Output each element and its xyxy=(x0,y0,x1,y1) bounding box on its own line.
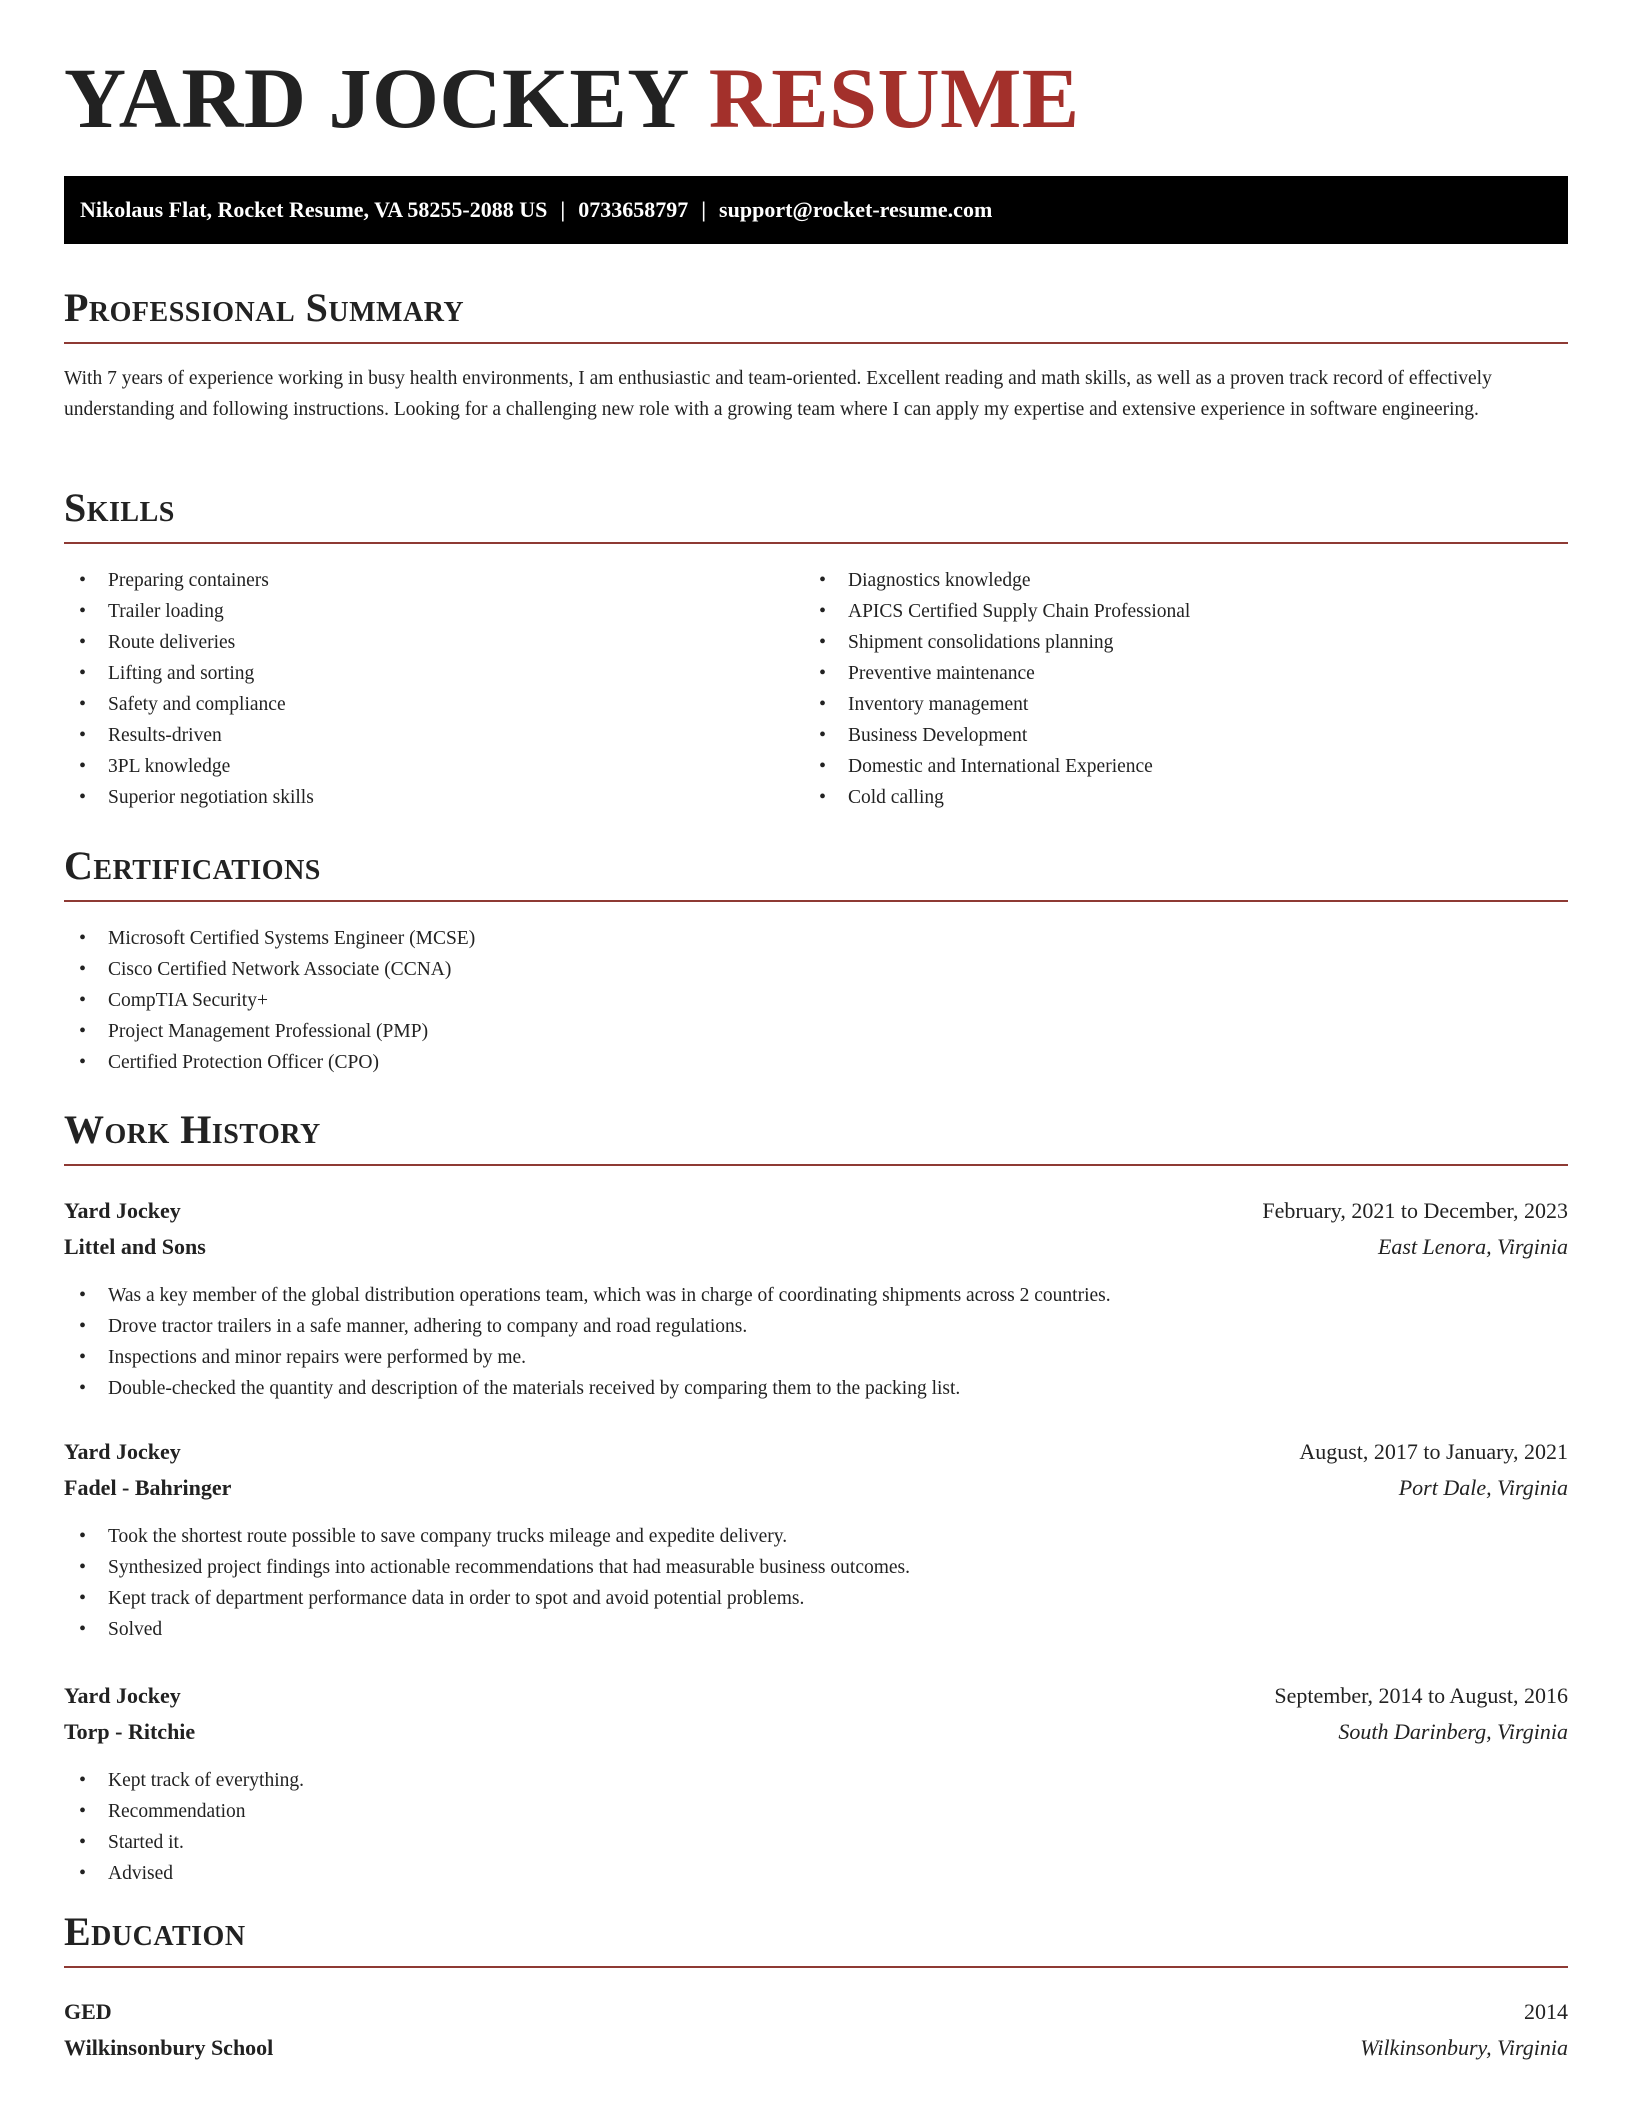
skill-item: • Superior negotiation skills xyxy=(64,782,784,813)
job-bullet: • Drove tractor trailers in a safe manner, adhering to company and road regulations. xyxy=(64,1311,1568,1342)
work-history-heading: Work History xyxy=(64,1110,1568,1166)
education-year: 2014 xyxy=(1524,1999,1568,2024)
job-location: South Darinberg, Virginia xyxy=(1338,1719,1568,1744)
skills-heading: Skills xyxy=(64,488,1568,544)
skill-item: • Diagnostics knowledge xyxy=(804,565,1564,596)
job-location: East Lenora, Virginia xyxy=(1377,1234,1568,1259)
job-title: Yard Jockey xyxy=(64,1439,181,1464)
skills-list-left xyxy=(64,565,784,813)
certification-item: • Project Management Professional (PMP) xyxy=(64,1016,1568,1047)
job-bullets xyxy=(64,1280,1568,1404)
skill-item: • APICS Certified Supply Chain Professional xyxy=(804,596,1564,627)
job-title-row xyxy=(64,1678,1568,1714)
skills-list-right xyxy=(804,565,1564,813)
certification-item: • Certified Protection Officer (CPO) xyxy=(64,1047,1568,1078)
contact-separator: | xyxy=(560,197,566,222)
job-company-row xyxy=(64,1470,1568,1506)
job-company: Littel and Sons xyxy=(64,1234,206,1259)
job-title-row xyxy=(64,1434,1568,1470)
job-title-row xyxy=(64,1193,1568,1229)
skill-item: • Preparing containers xyxy=(64,565,784,596)
education-heading: Education xyxy=(64,1912,1568,1968)
skill-item: • Route deliveries xyxy=(64,627,784,658)
skill-item: • Results-driven xyxy=(64,720,784,751)
certification-item: • Cisco Certified Network Associate (CCNA) xyxy=(64,954,1568,985)
job-bullet: • Took the shortest route possible to save company trucks mileage and expedite delivery. xyxy=(64,1521,1568,1552)
job-dates: February, 2021 to December, 2023 xyxy=(1262,1198,1568,1223)
skill-item: • Trailer loading xyxy=(64,596,784,627)
job-company: Torp - Ritchie xyxy=(64,1719,196,1744)
skill-item: • Lifting and sorting xyxy=(64,658,784,689)
job-bullet: • Advised xyxy=(64,1858,1568,1889)
job-dates: August, 2017 to January, 2021 xyxy=(1299,1439,1568,1464)
skill-item: • Business Development xyxy=(804,720,1564,751)
skill-item: • Inventory management xyxy=(804,689,1564,720)
job-company-row xyxy=(64,1229,1568,1265)
summary-heading: Professional Summary xyxy=(64,288,1568,344)
contact-email: support@rocket-resume.com xyxy=(719,197,993,222)
education-degree-row xyxy=(64,1994,1568,2030)
education-location: Wilkinsonbury, Virginia xyxy=(1360,2035,1568,2060)
skill-item: • Domestic and International Experience xyxy=(804,751,1564,782)
summary-text: With 7 years of experience working in busy health environments, I am enthusiastic and team-oriented. Excellent reading and math skills, as well as a proven track record of effectively understanding and following instructions. Looking for a challenging new role with a growing team where I can apply my expertise and extensive experience in software engineering. xyxy=(64,368,1492,420)
job-bullet: • Started it. xyxy=(64,1827,1568,1858)
certification-item: • Microsoft Certified Systems Engineer (MCSE) xyxy=(64,923,1568,954)
job-bullet: • Double-checked the quantity and description of the materials received by comparing them to the packing list. xyxy=(64,1373,1568,1404)
job-bullet: • Synthesized project findings into actionable recommendations that had measurable business outcomes. xyxy=(64,1552,1568,1583)
job-bullet: • Kept track of everything. xyxy=(64,1765,1568,1796)
job-dates: September, 2014 to August, 2016 xyxy=(1274,1683,1568,1708)
title-main: YARD JOCKEY xyxy=(64,50,687,146)
education-school: Wilkinsonbury School xyxy=(64,2035,274,2060)
resume-title xyxy=(64,50,1080,146)
job-bullets xyxy=(64,1521,1568,1645)
skill-item: • Shipment consolidations planning xyxy=(804,627,1564,658)
job-bullet: • Was a key member of the global distribution operations team, which was in charge of coordinating shipments across 2 countries. xyxy=(64,1280,1568,1311)
job-bullet: • Solved xyxy=(64,1614,1568,1645)
certification-item: • CompTIA Security+ xyxy=(64,985,1568,1016)
job-title: Yard Jockey xyxy=(64,1683,181,1708)
education-school-row xyxy=(64,2030,1568,2066)
job-company-row xyxy=(64,1714,1568,1750)
certifications-list xyxy=(64,923,1568,1078)
education-degree: GED xyxy=(64,1999,112,2024)
job-bullets xyxy=(64,1765,1568,1889)
contact-address: Nikolaus Flat, Rocket Resume, VA 58255-2088 US xyxy=(80,197,548,222)
skill-item: • Preventive maintenance xyxy=(804,658,1564,689)
job-location: Port Dale, Virginia xyxy=(1398,1475,1568,1500)
title-accent: RESUME xyxy=(708,50,1080,146)
job-title: Yard Jockey xyxy=(64,1198,181,1223)
job-company: Fadel - Bahringer xyxy=(64,1475,232,1500)
skill-item: • 3PL knowledge xyxy=(64,751,784,782)
contact-separator: | xyxy=(701,197,707,222)
contact-bar xyxy=(64,176,1568,244)
job-bullet: • Inspections and minor repairs were performed by me. xyxy=(64,1342,1568,1373)
job-bullet: • Kept track of department performance data in order to spot and avoid potential problems. xyxy=(64,1583,1568,1614)
skill-item: • Safety and compliance xyxy=(64,689,784,720)
job-bullet: • Recommendation xyxy=(64,1796,1568,1827)
skill-item: • Cold calling xyxy=(804,782,1564,813)
certifications-heading: Certifications xyxy=(64,846,1568,902)
contact-phone: 0733658797 xyxy=(578,197,689,222)
